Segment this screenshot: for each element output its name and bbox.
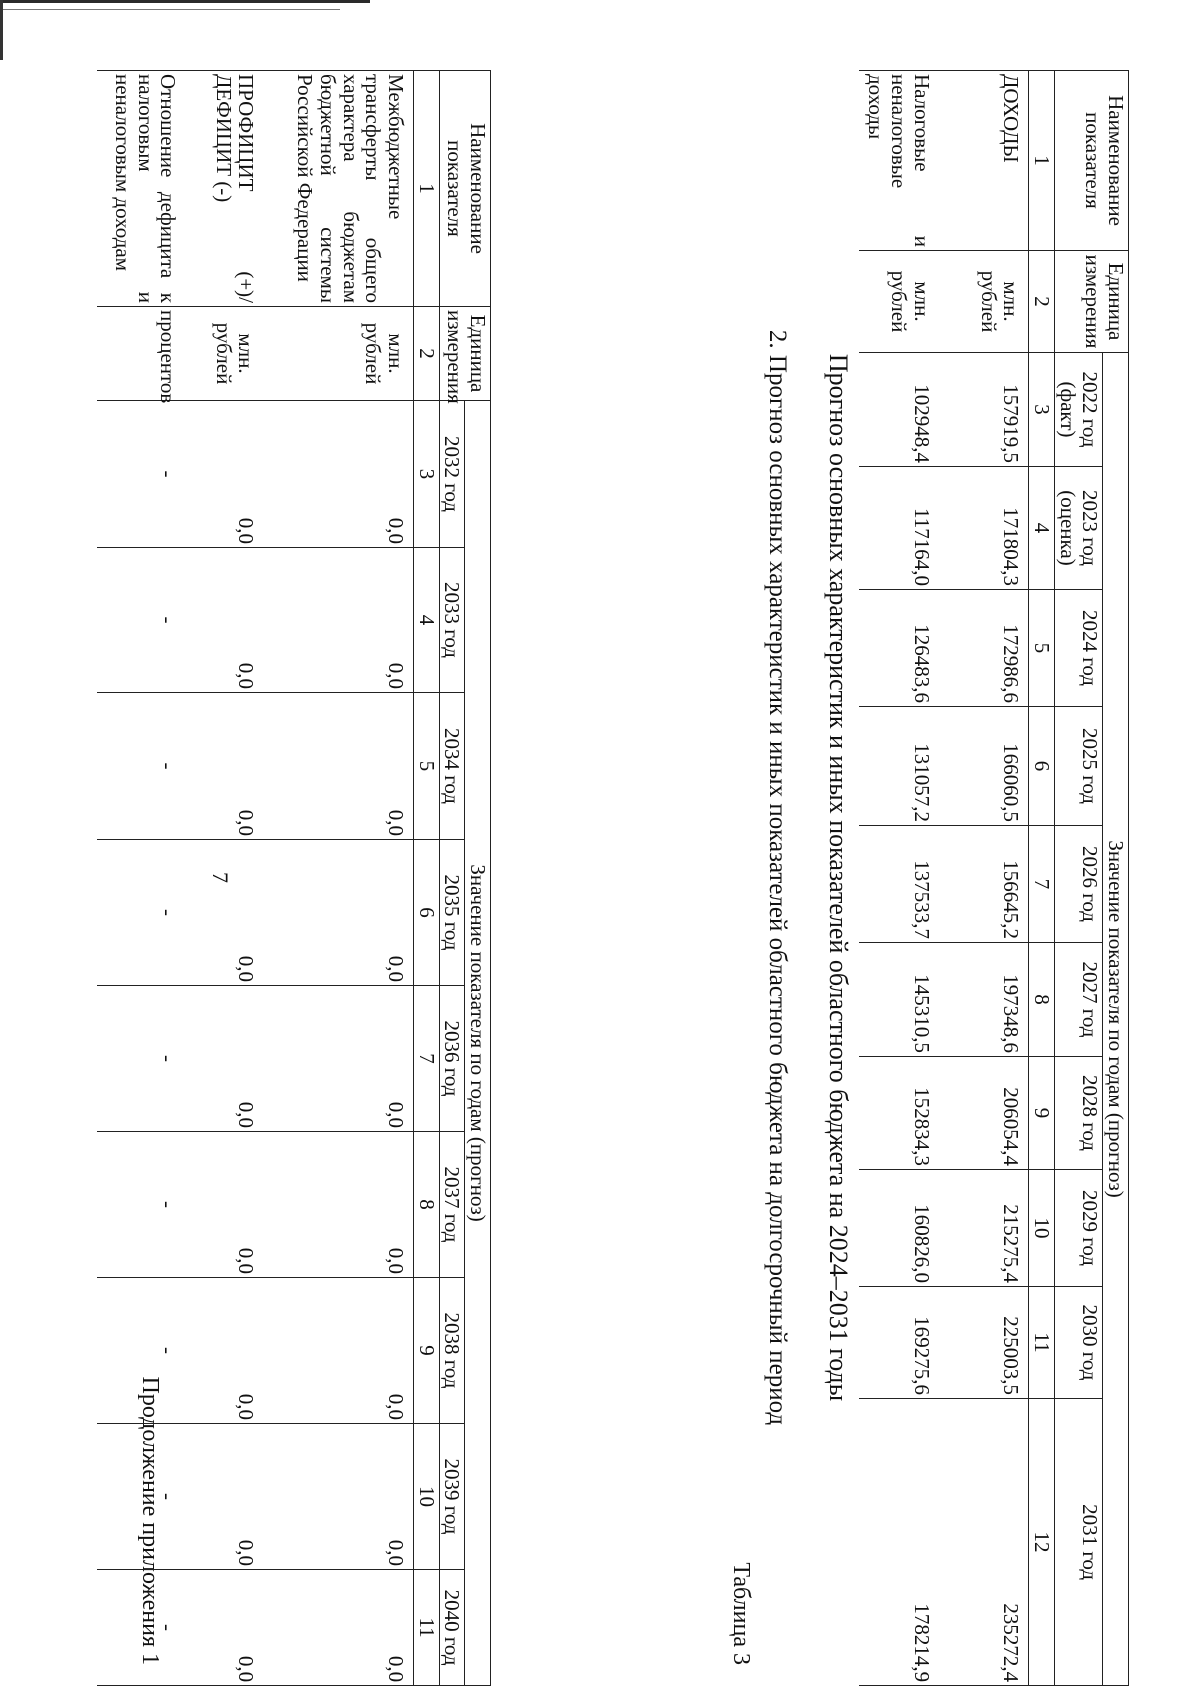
forecast-table-2032-2040 [97, 70, 491, 1686]
scan-left-edge [0, 0, 3, 60]
cell-value: 169275,6 [859, 1287, 939, 1399]
cell-value: 0,0 [263, 1424, 413, 1570]
cell-value: 0,0 [185, 840, 263, 986]
col-index: 6 [413, 840, 439, 986]
table-row [185, 71, 263, 1686]
cell-value: 0,0 [185, 1132, 263, 1278]
cell-value: 0,0 [185, 1424, 263, 1570]
page-number: 7 [208, 872, 233, 883]
cell-value: 0,0 [185, 401, 263, 548]
cell-value: 0,0 [185, 1278, 263, 1424]
col-index: 7 [1029, 826, 1055, 943]
year-header: 2030 год [1054, 1287, 1102, 1399]
cell-value: 206054,4 [939, 1057, 1029, 1170]
cell-value: 126483,6 [859, 590, 939, 707]
row-unit: млн. рублей [859, 251, 939, 353]
continuation-label: Продолжение приложения 1 [137, 1376, 163, 1665]
year-header: 2024 год [1054, 590, 1102, 707]
header-group: Значение показателя по годам (прогноз) [1103, 353, 1129, 1686]
row-unit: процентов [97, 307, 185, 401]
cell-value: 117164,0 [859, 467, 939, 590]
col-index: 6 [1029, 707, 1055, 826]
row-name: Межбюджетные трансферты общего характера бюджетам бюджетной системы Российской Федерации [263, 71, 413, 307]
cell-value: 0,0 [263, 401, 413, 548]
rotated-page [111, 70, 1191, 1685]
col-index: 5 [1029, 590, 1055, 707]
year-header: 2032 год [439, 401, 465, 548]
scan-edge-line-thin [0, 9, 340, 10]
row-unit: млн. рублей [263, 307, 413, 401]
cell-value: - [97, 548, 185, 693]
column-index-row [413, 71, 439, 1686]
cell-value: 0,0 [263, 986, 413, 1132]
cell-value: 197348,6 [939, 943, 1029, 1057]
table-title: Прогноз основных характеристик и иных показателей областного бюджета на 2024–2031 годы [824, 353, 853, 1402]
col-index: 9 [413, 1278, 439, 1424]
year-header: 2033 год [439, 548, 465, 693]
year-header: 2034 год [439, 693, 465, 840]
col-index: 4 [413, 548, 439, 693]
row-unit: млн. рублей [939, 251, 1029, 353]
header-group: Значение показателя по годам (прогноз) [465, 401, 491, 1686]
row-name: Налоговые и неналоговые доходы [859, 71, 939, 251]
year-header: 2027 год [1054, 943, 1102, 1057]
cell-value: 166060,5 [939, 707, 1029, 826]
year-header: 2029 год [1054, 1170, 1102, 1287]
cell-value: 137533,7 [859, 826, 939, 943]
col-index: 8 [1029, 943, 1055, 1057]
col-index: 11 [413, 1570, 439, 1686]
cell-value: - [97, 1570, 185, 1686]
cell-value: 0,0 [185, 693, 263, 840]
cell-value: - [97, 986, 185, 1132]
cell-value: 225003,5 [939, 1287, 1029, 1399]
year-header: 2031 год [1054, 1399, 1102, 1686]
col-index: 12 [1029, 1399, 1055, 1686]
section-heading: 2. Прогноз основных характеристик и иных показателей областного бюджета на долгосрочный период [764, 329, 791, 1426]
col-index: 7 [413, 986, 439, 1132]
year-header: 2022 год (факт) [1054, 353, 1102, 467]
col-index: 10 [413, 1424, 439, 1570]
col-index: 1 [1029, 71, 1055, 251]
col-index: 3 [413, 401, 439, 548]
col-index: 8 [413, 1132, 439, 1278]
forecast-table-2022-2031 [859, 70, 1129, 1686]
cell-value: 156645,2 [939, 826, 1029, 943]
cell-value: 131057,2 [859, 707, 939, 826]
cell-value: - [97, 1132, 185, 1278]
cell-value: 0,0 [263, 840, 413, 986]
cell-value: - [97, 1424, 185, 1570]
year-header: 2035 год [439, 840, 465, 986]
row-unit: млн. рублей [185, 307, 263, 401]
col-index: 5 [413, 693, 439, 840]
header-unit: Единица измерения [439, 307, 490, 401]
col-index: 9 [1029, 1057, 1055, 1170]
col-index: 1 [413, 71, 439, 307]
year-header: 2039 год [439, 1424, 465, 1570]
header-unit: Единица измерения [1054, 251, 1128, 353]
year-header: 2040 год [439, 1570, 465, 1686]
row-name: Отношение дефицита к налоговым и неналоговым доходам [97, 71, 185, 307]
cell-value: 0,0 [263, 693, 413, 840]
header-row [465, 71, 491, 1686]
table-label: Таблица 3 [728, 1562, 754, 1665]
year-header: 2025 год [1054, 707, 1102, 826]
cell-value: 0,0 [263, 1132, 413, 1278]
col-index: 11 [1029, 1287, 1055, 1399]
col-index: 10 [1029, 1170, 1055, 1287]
scan-edge-line [0, 0, 370, 3]
row-name: ПРОФИЦИТ (+)/ ДЕФИЦИТ (-) [185, 71, 263, 307]
year-header: 2023 год (оценка) [1054, 467, 1102, 590]
col-index: 2 [413, 307, 439, 401]
cell-value: - [97, 401, 185, 548]
table-row [263, 71, 413, 1686]
year-header: 2037 год [439, 1132, 465, 1278]
cell-value: - [97, 693, 185, 840]
header-name: Наименование показателя [439, 71, 490, 307]
cell-value: 102948,4 [859, 353, 939, 467]
cell-value: 235272,4 [939, 1399, 1029, 1686]
cell-value: 0,0 [185, 1570, 263, 1686]
year-header: 2028 год [1054, 1057, 1102, 1170]
cell-value: 0,0 [263, 548, 413, 693]
cell-value: - [97, 840, 185, 986]
year-header: 2026 год [1054, 826, 1102, 943]
table-row [97, 71, 185, 1686]
cell-value: 0,0 [185, 548, 263, 693]
cell-value: 152834,3 [859, 1057, 939, 1170]
cell-value: 215275,4 [939, 1170, 1029, 1287]
cell-value: 171804,3 [939, 467, 1029, 590]
row-name: ДОХОДЫ [939, 71, 1029, 251]
column-index-row [1029, 71, 1055, 1686]
header-row [1103, 71, 1129, 1686]
cell-value: 0,0 [185, 986, 263, 1132]
col-index: 4 [1029, 467, 1055, 590]
cell-value: 157919,5 [939, 353, 1029, 467]
cell-value: 145310,5 [859, 943, 939, 1057]
cell-value: 0,0 [263, 1278, 413, 1424]
col-index: 3 [1029, 353, 1055, 467]
cell-value: 0,0 [263, 1570, 413, 1686]
cell-value: 172986,6 [939, 590, 1029, 707]
cell-value: 178214,9 [859, 1399, 939, 1686]
year-header: 2036 год [439, 986, 465, 1132]
cell-value: 160826,0 [859, 1170, 939, 1287]
year-header: 2038 год [439, 1278, 465, 1424]
table-row [859, 71, 939, 1686]
cell-value: - [97, 1278, 185, 1424]
header-name: Наименование показателя [1054, 71, 1128, 251]
table-row [939, 71, 1029, 1686]
col-index: 2 [1029, 251, 1055, 353]
